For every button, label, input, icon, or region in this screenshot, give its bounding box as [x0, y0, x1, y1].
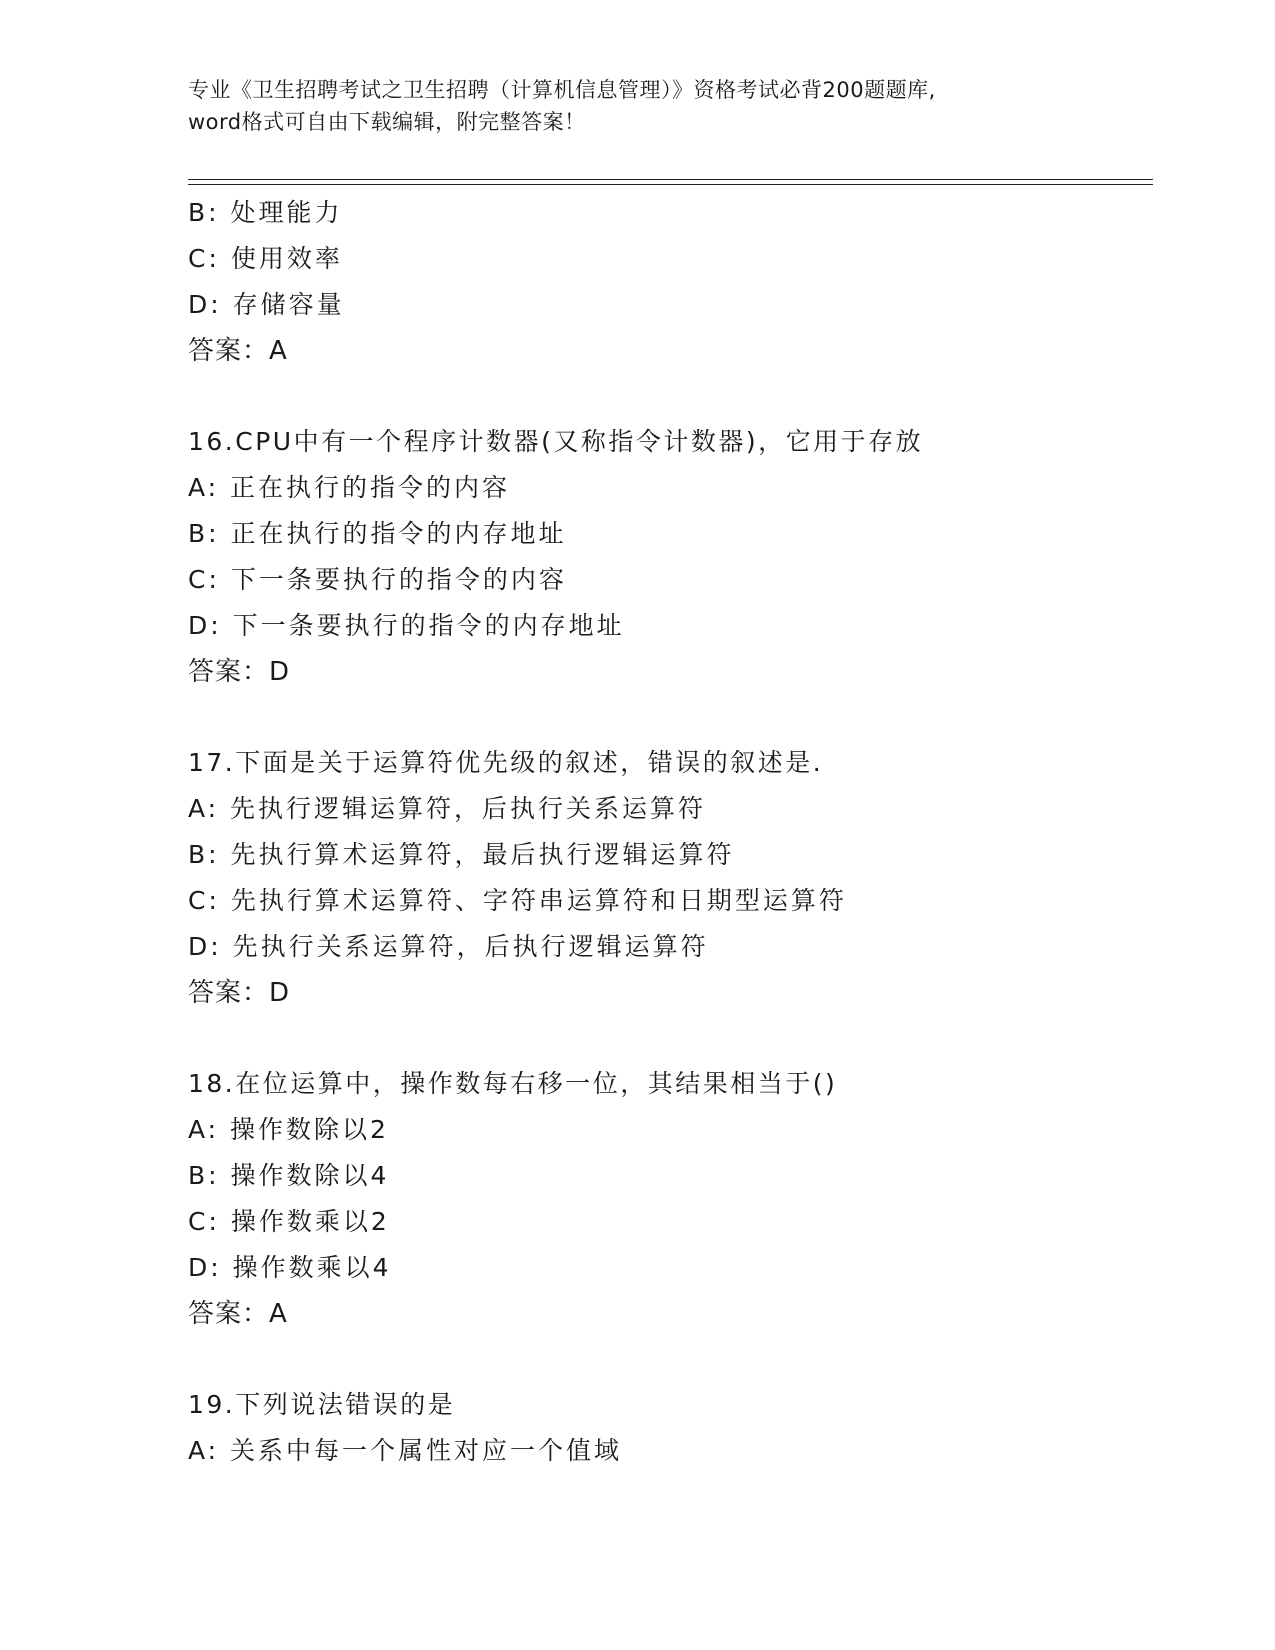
answer-line: 答案：A	[188, 1299, 288, 1329]
answer-line: 答案：D	[188, 657, 291, 687]
option-a: A: 正在执行的指令的内容	[188, 473, 511, 502]
header-title-line: 专业《卫生招聘考试之卫生招聘（计算机信息管理）》资格考试必背200题题库,	[188, 78, 936, 102]
question-17	[188, 740, 1148, 1016]
option-b: B: 先执行算术运算符，最后执行逻辑运算符	[188, 840, 735, 869]
header-divider-bottom	[188, 184, 1153, 185]
header-divider-top	[188, 179, 1153, 180]
spacer	[188, 695, 1148, 740]
question-fragment	[188, 190, 1148, 374]
option-a: A: 操作数除以2	[188, 1115, 389, 1144]
document-header	[188, 74, 1148, 138]
spacer	[188, 1337, 1148, 1382]
question-18	[188, 1061, 1148, 1337]
option-d: D: 先执行关系运算符，后执行逻辑运算符	[188, 932, 709, 961]
question-16	[188, 419, 1148, 695]
answer-line: 答案：D	[188, 978, 291, 1008]
question-stem: 16.CPU中有一个程序计数器(又称指令计数器)，它用于存放	[188, 427, 924, 456]
question-stem: 19.下列说法错误的是	[188, 1390, 456, 1419]
spacer	[188, 374, 1148, 419]
option-c: C: 操作数乘以2	[188, 1207, 390, 1236]
option-c: C: 使用效率	[188, 244, 343, 273]
question-stem: 18.在位运算中，操作数每右移一位，其结果相当于()	[188, 1069, 838, 1098]
question-list	[188, 190, 1148, 1474]
option-b: B: 操作数除以4	[188, 1161, 390, 1190]
question-stem: 17.下面是关于运算符优先级的叙述，错误的叙述是.	[188, 748, 824, 777]
option-d: D: 下一条要执行的指令的内存地址	[188, 611, 625, 640]
option-a: A: 先执行逻辑运算符，后执行关系运算符	[188, 794, 707, 823]
option-b: B: 处理能力	[188, 198, 343, 227]
option-c: C: 先执行算术运算符、字符串运算符和日期型运算符	[188, 886, 847, 915]
header-subtitle-line: word格式可自由下载编辑，附完整答案！	[188, 110, 586, 134]
question-19	[188, 1382, 1148, 1474]
option-d: D: 操作数乘以4	[188, 1253, 392, 1282]
spacer	[188, 1016, 1148, 1061]
option-d: D: 存储容量	[188, 290, 345, 319]
option-c: C: 下一条要执行的指令的内容	[188, 565, 567, 594]
answer-line: 答案：A	[188, 336, 288, 366]
option-a: A: 关系中每一个属性对应一个值域	[188, 1436, 623, 1465]
option-b: B: 正在执行的指令的内存地址	[188, 519, 567, 548]
